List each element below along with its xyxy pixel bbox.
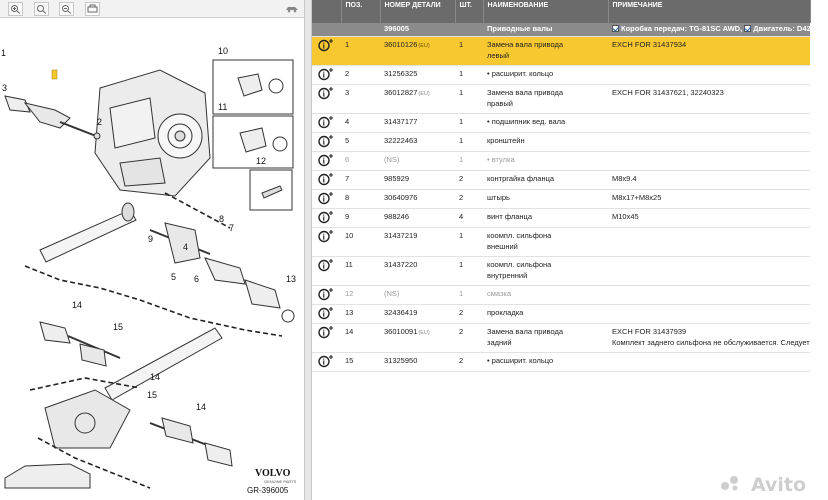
cell-part-number[interactable]: 31437219: [380, 227, 455, 256]
cell-quantity: 1: [455, 113, 483, 132]
callout-13[interactable]: 13: [286, 274, 297, 284]
cell-name: Замена вала привода левый: [483, 36, 608, 65]
exploded-drivetrain-diagram: [0, 18, 304, 500]
table-row[interactable]: [312, 65, 810, 84]
table-row[interactable]: [312, 151, 810, 170]
table-row[interactable]: [312, 36, 810, 65]
cell-name: • втулка: [483, 151, 608, 170]
diagram-pane[interactable]: [0, 0, 304, 500]
cell-note: EXCH FOR 31437939 Комплект заднего сильфона не обслуживается. Следует: [608, 323, 810, 352]
cell-name: коомпл. сильфона внешний: [483, 227, 608, 256]
cell-quantity: 1: [455, 256, 483, 285]
cell-name: кронштейн: [483, 132, 608, 151]
header-name[interactable]: НАИМЕНОВАНИЕ: [483, 0, 608, 23]
cell-quantity: 1: [455, 285, 483, 304]
diagram-reference: GR-396005: [247, 486, 289, 495]
svg-text:i: i: [322, 41, 325, 51]
part-info-icon[interactable]: [312, 84, 341, 113]
cell-note: EXCH FOR 31437621, 32240323: [608, 84, 810, 113]
cell-name: Замена вала привода задний: [483, 323, 608, 352]
table-row[interactable]: [312, 170, 810, 189]
callout-7[interactable]: 7: [229, 223, 235, 233]
header-note[interactable]: ПРИМЕЧАНИЕ: [608, 0, 810, 23]
part-info-icon[interactable]: [312, 65, 341, 84]
callout-5[interactable]: 5: [171, 272, 177, 282]
parts-list-pane: [312, 0, 828, 500]
cell-name: винт фланца: [483, 208, 608, 227]
cell-quantity: 1: [455, 84, 483, 113]
region-badge: (EU): [418, 329, 430, 336]
zoom-out-button[interactable]: [59, 2, 74, 16]
rear-differential-illustration: [45, 390, 130, 448]
callout-15b[interactable]: 15: [147, 390, 158, 400]
cell-note: [608, 65, 810, 84]
part-info-icon[interactable]: [312, 208, 341, 227]
cell-part-number[interactable]: 36010126(EU): [380, 36, 455, 65]
callout-4[interactable]: 4: [183, 242, 189, 252]
table-row[interactable]: [312, 285, 810, 304]
gearbox-illustration: [95, 70, 210, 196]
watermark: Avito: [750, 474, 806, 496]
cell-position: 14: [341, 323, 380, 352]
cell-part-number[interactable]: 32222463: [380, 132, 455, 151]
brand-subtitle: GENUINE PARTS: [264, 479, 297, 484]
cell-quantity: 2: [455, 352, 483, 371]
svg-text:i: i: [322, 309, 325, 319]
group-row: [312, 23, 810, 36]
cell-note: M8x17+M8x25: [608, 189, 810, 208]
cell-position: 8: [341, 189, 380, 208]
cell-position: 15: [341, 352, 380, 371]
propeller-shaft-rear: [105, 328, 222, 400]
region-badge: (EU): [418, 42, 430, 49]
vehicle-silhouette-illustration: [5, 464, 90, 488]
cell-note: [608, 151, 810, 170]
cell-name: контргайка фланца: [483, 170, 608, 189]
cell-note: [608, 304, 810, 323]
svg-text:i: i: [322, 261, 325, 271]
cell-part-number[interactable]: 31256325: [380, 65, 455, 84]
table-row[interactable]: [312, 323, 810, 352]
cell-quantity: 1: [455, 151, 483, 170]
cell-part-number[interactable]: 31437177: [380, 113, 455, 132]
svg-text:i: i: [322, 156, 325, 166]
cell-note: [608, 132, 810, 151]
cell-part-number[interactable]: 31437220: [380, 256, 455, 285]
header-position[interactable]: ПОЗ.: [341, 0, 380, 23]
table-row[interactable]: [312, 352, 810, 371]
rear-right-driveshaft: [150, 418, 232, 466]
svg-text:i: i: [322, 194, 325, 204]
svg-text:i: i: [322, 290, 325, 300]
cell-name: штырь: [483, 189, 608, 208]
cell-quantity: 1: [455, 227, 483, 256]
table-header-row: [312, 0, 810, 23]
cell-name: • подшипник вед. вала: [483, 113, 608, 132]
table-row[interactable]: [312, 132, 810, 151]
print-button[interactable]: [85, 2, 100, 16]
cell-part-number[interactable]: 30640976: [380, 189, 455, 208]
svg-text:i: i: [322, 89, 325, 99]
table-row[interactable]: [312, 189, 810, 208]
checkbox-checked-icon[interactable]: [744, 25, 751, 32]
callout-8[interactable]: 8: [219, 214, 225, 224]
cell-name: смазка: [483, 285, 608, 304]
cell-note: [608, 256, 810, 285]
cell-position: 5: [341, 132, 380, 151]
cell-note: [608, 285, 810, 304]
zoom-in-button[interactable]: [8, 2, 23, 16]
svg-text:i: i: [322, 357, 325, 367]
brand-logo: VOLVO: [255, 468, 291, 479]
table-row[interactable]: [312, 84, 810, 113]
cell-note: [608, 113, 810, 132]
part-info-icon[interactable]: [312, 113, 341, 132]
zoom-fit-button[interactable]: [34, 2, 49, 16]
cell-position: 13: [341, 304, 380, 323]
front-left-driveshaft: [5, 96, 103, 139]
group-note: Коробка передач: TG-81SC AWD, Двигатель: D4204T1: [608, 23, 810, 36]
svg-text:i: i: [322, 232, 325, 242]
part-info-icon[interactable]: [312, 170, 341, 189]
cell-position: 11: [341, 256, 380, 285]
cell-note: M10x45: [608, 208, 810, 227]
part-info-icon[interactable]: [312, 151, 341, 170]
cell-quantity: 2: [455, 323, 483, 352]
cell-name: прокладка: [483, 304, 608, 323]
cell-quantity: 2: [455, 189, 483, 208]
table-row[interactable]: [312, 113, 810, 132]
callout-2[interactable]: 2: [97, 117, 103, 127]
car-icon: [284, 2, 299, 16]
cell-note: [608, 227, 810, 256]
callout-12[interactable]: 12: [256, 156, 267, 166]
table-row[interactable]: [312, 256, 810, 285]
cell-position: 10: [341, 227, 380, 256]
cell-name: Замена вала привода правый: [483, 84, 608, 113]
callout-6[interactable]: 6: [194, 274, 200, 284]
svg-text:i: i: [322, 137, 325, 147]
cell-note: EXCH FOR 31437934: [608, 36, 810, 65]
part-info-icon[interactable]: [312, 304, 341, 323]
cell-note: [608, 352, 810, 371]
rear-left-driveshaft: [40, 322, 120, 366]
cell-name: • расширит. кольцо: [483, 352, 608, 371]
group-number: 396005: [380, 23, 455, 36]
callout-14c[interactable]: 14: [150, 372, 161, 382]
cell-position: 12: [341, 285, 380, 304]
svg-text:i: i: [322, 175, 325, 185]
svg-text:i: i: [322, 213, 325, 223]
cell-position: 9: [341, 208, 380, 227]
svg-text:i: i: [322, 118, 325, 128]
callout-11[interactable]: 11: [218, 102, 228, 112]
region-badge: (EU): [418, 90, 430, 97]
cell-position: 3: [341, 84, 380, 113]
cell-part-number[interactable]: 31325950: [380, 352, 455, 371]
checkbox-checked-icon[interactable]: [612, 25, 619, 32]
propeller-shaft-front: [40, 203, 136, 262]
svg-text:i: i: [322, 328, 325, 338]
part-info-icon[interactable]: [312, 285, 341, 304]
svg-text:i: i: [322, 70, 325, 80]
table-row[interactable]: [312, 227, 810, 256]
cell-position: 7: [341, 170, 380, 189]
cell-position: 2: [341, 65, 380, 84]
part-info-icon[interactable]: [312, 352, 341, 371]
part-info-icon[interactable]: [312, 227, 341, 256]
header-part-number[interactable]: НОМЕР ДЕТАЛИ: [380, 0, 455, 23]
part-info-icon[interactable]: [312, 256, 341, 285]
cell-quantity: 1: [455, 65, 483, 84]
callout-15a[interactable]: 15: [113, 322, 124, 332]
part-info-icon[interactable]: [312, 36, 341, 65]
callout-1[interactable]: 1: [1, 48, 7, 58]
part-info-icon[interactable]: [312, 132, 341, 151]
cell-part-number[interactable]: 32436419: [380, 304, 455, 323]
highlight-marker: [52, 70, 57, 79]
table-row[interactable]: [312, 304, 810, 323]
header-quantity[interactable]: ШТ.: [455, 0, 483, 23]
cell-part-number[interactable]: 36012827(EU): [380, 84, 455, 113]
table-row[interactable]: [312, 208, 810, 227]
pane-splitter[interactable]: [304, 0, 312, 500]
cell-part-number[interactable]: 988246: [380, 208, 455, 227]
cell-part-number[interactable]: (NS): [380, 285, 455, 304]
part-info-icon[interactable]: [312, 323, 341, 352]
cell-part-number[interactable]: 985929: [380, 170, 455, 189]
parts-table: [312, 0, 828, 372]
cell-quantity: 1: [455, 132, 483, 151]
cell-position: 1: [341, 36, 380, 65]
cell-part-number[interactable]: 36010091(EU): [380, 323, 455, 352]
cell-quantity: 2: [455, 304, 483, 323]
header-icon: [312, 0, 341, 23]
cell-quantity: 4: [455, 208, 483, 227]
cell-position: 6: [341, 151, 380, 170]
cell-quantity: 1: [455, 36, 483, 65]
diagram-toolbar: [0, 0, 304, 18]
cell-quantity: 2: [455, 170, 483, 189]
cell-part-number[interactable]: (NS): [380, 151, 455, 170]
callout-14a[interactable]: 14: [72, 300, 83, 310]
cell-note: M8x9.4: [608, 170, 810, 189]
part-info-icon[interactable]: [312, 189, 341, 208]
callout-10[interactable]: 10: [218, 46, 229, 56]
watermark-logo-icon: [720, 475, 740, 491]
callout-3[interactable]: 3: [2, 83, 8, 93]
cell-name: коомпл. сильфона внутренний: [483, 256, 608, 285]
cell-position: 4: [341, 113, 380, 132]
callout-9[interactable]: 9: [148, 234, 154, 244]
group-name: Приводные валы: [483, 23, 608, 36]
cell-name: • расширит. кольцо: [483, 65, 608, 84]
callout-14b[interactable]: 14: [196, 402, 207, 412]
